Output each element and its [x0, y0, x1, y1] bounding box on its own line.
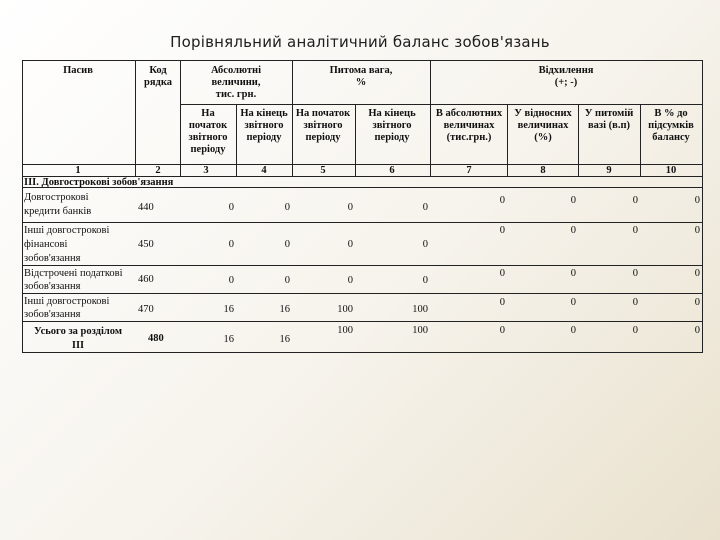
row-470-dev-share: 0	[632, 297, 638, 308]
row-440-dev-total: 0	[694, 195, 700, 206]
row-470-name-2: зобов'язання	[24, 309, 81, 320]
row-460-name-1: Відстрочені податкові	[24, 268, 123, 279]
total-abs-start: 16	[223, 334, 234, 345]
subheader-share-start-2: звітного	[303, 120, 343, 131]
row-440-abs-end: 0	[284, 202, 290, 213]
header-code-l2: рядка	[144, 77, 172, 88]
total-dev-rel: 0	[570, 325, 576, 336]
row-470-share-end: 100	[412, 304, 428, 315]
row-440-dev-share: 0	[632, 195, 638, 206]
row-470-dev-total: 0	[694, 297, 700, 308]
row-440-dev-abs: 0	[499, 195, 505, 206]
row-440-code: 440	[138, 202, 154, 213]
row-460-abs-end: 0	[284, 275, 290, 286]
subheader-abs-start-3: звітного	[188, 132, 228, 143]
row-450-name-1: Інші довгострокові	[24, 225, 110, 236]
row-440-share-end: 0	[422, 202, 428, 213]
row-440-name-1: Довгострокові	[24, 192, 89, 203]
subheader-dev-total-1: В % до	[654, 108, 688, 119]
row-460-share-start: 0	[347, 275, 353, 286]
header-abs-l1: Абсолютні	[211, 65, 261, 76]
row-450-abs-end: 0	[284, 239, 290, 250]
subheader-dev-abs-2: величинах	[443, 120, 495, 131]
row-470-share-start: 100	[337, 304, 353, 315]
header-abs-l3: тис. грн.	[215, 89, 257, 100]
subheader-share-end-1: На кінець	[368, 108, 416, 119]
row-450-abs-start: 0	[228, 239, 234, 250]
subheader-abs-start-2: початок	[188, 120, 228, 131]
col-number-6: 6	[389, 165, 395, 176]
subheader-share-end-2: звітного	[372, 120, 412, 131]
col-number-10: 10	[665, 165, 677, 176]
col-number-2: 2	[155, 165, 161, 176]
subheader-share-start-1: На початок	[295, 108, 351, 119]
subheader-dev-total-2: підсумків	[648, 120, 694, 131]
subheader-abs-end-3: періоду	[246, 132, 282, 143]
subheader-dev-rel-2: величинах	[517, 120, 569, 131]
total-share-start: 100	[337, 325, 353, 336]
row-470-abs-end: 16	[279, 304, 290, 315]
page-title: Порівняльний аналітичний баланс зобов'язань	[170, 33, 550, 51]
header-pasyv: Пасив	[63, 65, 93, 76]
header-code-l1: Код	[149, 65, 167, 76]
row-450-dev-share: 0	[632, 225, 638, 236]
row-450-code: 450	[138, 239, 154, 250]
total-dev-abs: 0	[499, 325, 505, 336]
row-450-dev-abs: 0	[499, 225, 505, 236]
header-deviation-l2: (+; -)	[554, 77, 578, 88]
row-450-share-start: 0	[347, 239, 353, 250]
row-470-name-1: Інші довгострокові	[24, 296, 110, 307]
row-470-code: 470	[138, 304, 154, 315]
row-450-dev-rel: 0	[570, 225, 576, 236]
subheader-abs-start-1: На	[201, 108, 215, 119]
col-number-4: 4	[261, 165, 267, 176]
row-460-share-end: 0	[422, 275, 428, 286]
row-460-abs-start: 0	[228, 275, 234, 286]
subheader-dev-abs-3: (тис.грн.)	[446, 132, 492, 143]
row-450-name-2: фінансові	[24, 239, 68, 250]
subheader-abs-end-2: звітного	[244, 120, 284, 131]
row-470-dev-abs: 0	[499, 297, 505, 308]
row-470-abs-start: 16	[223, 304, 234, 315]
total-code: 480	[148, 333, 164, 344]
row-460-name-2: зобов'язання	[24, 281, 81, 292]
col-number-9: 9	[606, 165, 612, 176]
total-share-end: 100	[412, 325, 428, 336]
row-440-name-2: кредити банків	[24, 206, 92, 217]
subheader-dev-share-1: У питомій	[584, 108, 634, 119]
col-number-1: 1	[75, 165, 81, 176]
row-450-share-end: 0	[422, 239, 428, 250]
col-number-7: 7	[466, 165, 472, 176]
row-460-dev-total: 0	[694, 268, 700, 279]
header-abs-l2: величини,	[211, 77, 261, 88]
row-440-abs-start: 0	[228, 202, 234, 213]
header-deviation-l1: Відхилення	[538, 65, 594, 76]
row-470-dev-rel: 0	[570, 297, 576, 308]
subheader-share-end-3: періоду	[374, 132, 410, 143]
subheader-dev-abs-1: В абсолютних	[435, 108, 503, 119]
row-460-code: 460	[138, 274, 154, 285]
subheader-dev-rel-1: У відносних	[514, 108, 572, 119]
row-460-dev-rel: 0	[570, 268, 576, 279]
total-name-2: ІІІ	[71, 340, 85, 351]
row-440-dev-rel: 0	[570, 195, 576, 206]
subheader-share-start-3: періоду	[305, 132, 341, 143]
col-number-5: 5	[320, 165, 326, 176]
subheader-dev-rel-3: (%)	[534, 132, 552, 143]
col-number-8: 8	[540, 165, 546, 176]
subheader-abs-start-4: періоду	[190, 144, 226, 155]
row-460-dev-abs: 0	[499, 268, 505, 279]
row-450-dev-total: 0	[694, 225, 700, 236]
subheader-abs-end-1: На кінець	[240, 108, 288, 119]
total-name-1: Усього за розділом	[34, 326, 122, 337]
col-number-3: 3	[203, 165, 209, 176]
total-abs-end: 16	[279, 334, 290, 345]
total-dev-total: 0	[694, 325, 700, 336]
header-share-l1: Питома вага,	[329, 65, 393, 76]
header-share-l2: %	[355, 77, 367, 88]
subheader-dev-total-3: балансу	[652, 132, 690, 143]
row-460-dev-share: 0	[632, 268, 638, 279]
subheader-dev-share-2: вазі (в.п)	[587, 120, 631, 131]
section-title: ІІІ. Довгострокові зобов'язання	[24, 177, 174, 188]
row-450-name-3: зобов'язання	[24, 253, 81, 264]
row-440-share-start: 0	[347, 202, 353, 213]
total-dev-share: 0	[632, 325, 638, 336]
